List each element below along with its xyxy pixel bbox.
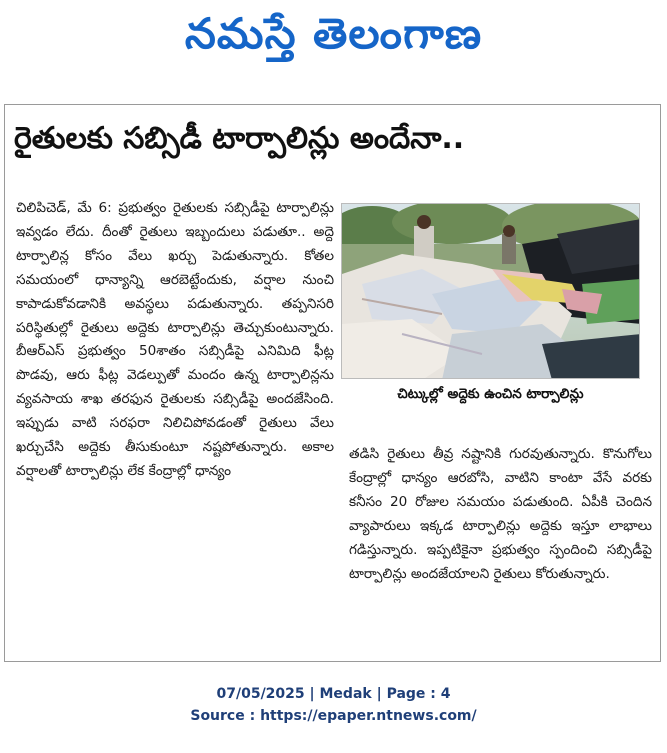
article-column-right bbox=[349, 443, 652, 643]
article-photo bbox=[341, 203, 640, 379]
newspaper-title: నమస్తే తెలంగాణ bbox=[184, 9, 483, 58]
photo-caption: చిట్కుల్లో అద్దెకు ఉంచిన టార్పాలిన్లు bbox=[397, 385, 584, 402]
edition-info: 07/05/2025 | Medak | Page : 4 bbox=[216, 686, 451, 702]
article-column-left bbox=[16, 197, 334, 647]
tarpaulin-photo-illustration bbox=[342, 204, 640, 379]
masthead bbox=[0, 0, 667, 78]
article-body-left: చిలిపిచెడ్, మే 6: ప్రభుత్వం రైతులకు సబ్సిడీపై టార్పాలిన్లు ఇవ్వడం లేదు. దీంతో రైతులు ఇబ్బందులు పడుతూ.. అద్దె టార్పాలిన్ల కోసం వేలు ఖర్చు పెడుతున్నారు. కోతల సమయంలో ధాన్యాన్ని ఆరబెట్టేందుకు, వర్షాల నుంచి కాపాడుకోవడానికి అవస్థలు పడుతున్నారు. తప్పనిసరి పరిస్థితుల్లో రైతులు అద్దెకు టార్పాలిన్లు తెచ్చుకుంటున్నారు. బీఆర్ఎస్ ప్రభుత్వం 50శాతం సబ్సిడీపై ఎనిమిది ఫీట్ల పొడవు, ఆరు ఫీట్ల వెడల్పుతో మందం ఉన్న టార్పాలిన్లను వ్యవసాయ శాఖ తరఫున రైతులకు సబ్సిడీపై అందజేసింది. ఇప్పుడు వాటి సరఫరా నిలిచిపోవడంతో రైతులు వేలు ఖర్చుచేసి అద్దెకు తీసుకుంటూ నష్టపోతున్నారు. అకాల వర్షాలతో టార్పాలిన్లు లేక కేంద్రాల్లో ధాన్యం bbox=[16, 200, 334, 479]
article-headline: రైతులకు సబ్సిడీ టార్పాలిన్లు అందేనా.. bbox=[14, 121, 465, 156]
article-body-right: తడిసి రైతులు తీవ్ర నష్టానికి గురవుతున్నారు. కొనుగోలు కేంద్రాల్లో ధాన్యం ఆరబోసి, వాటిని కాంటా వేసే వరకు కనీసం 20 రోజుల సమయం పడుతుంది. ఏపీకి చెందిన వ్యాపారులు ఇక్కడ టార్పాలిన్లు అద్దెకు ఇస్తూ లాభాలు గడిస్తున్నారు. ఇప్పటికైనా ప్రభుత్వం స్పందించి సబ్సిడీపై టార్పాలిన్లు అందజేయాలని రైతులు కోరుతున్నారు. bbox=[349, 446, 652, 582]
page-footer bbox=[0, 683, 667, 727]
source-link[interactable]: Source : https://epaper.ntnews.com/ bbox=[190, 708, 477, 724]
